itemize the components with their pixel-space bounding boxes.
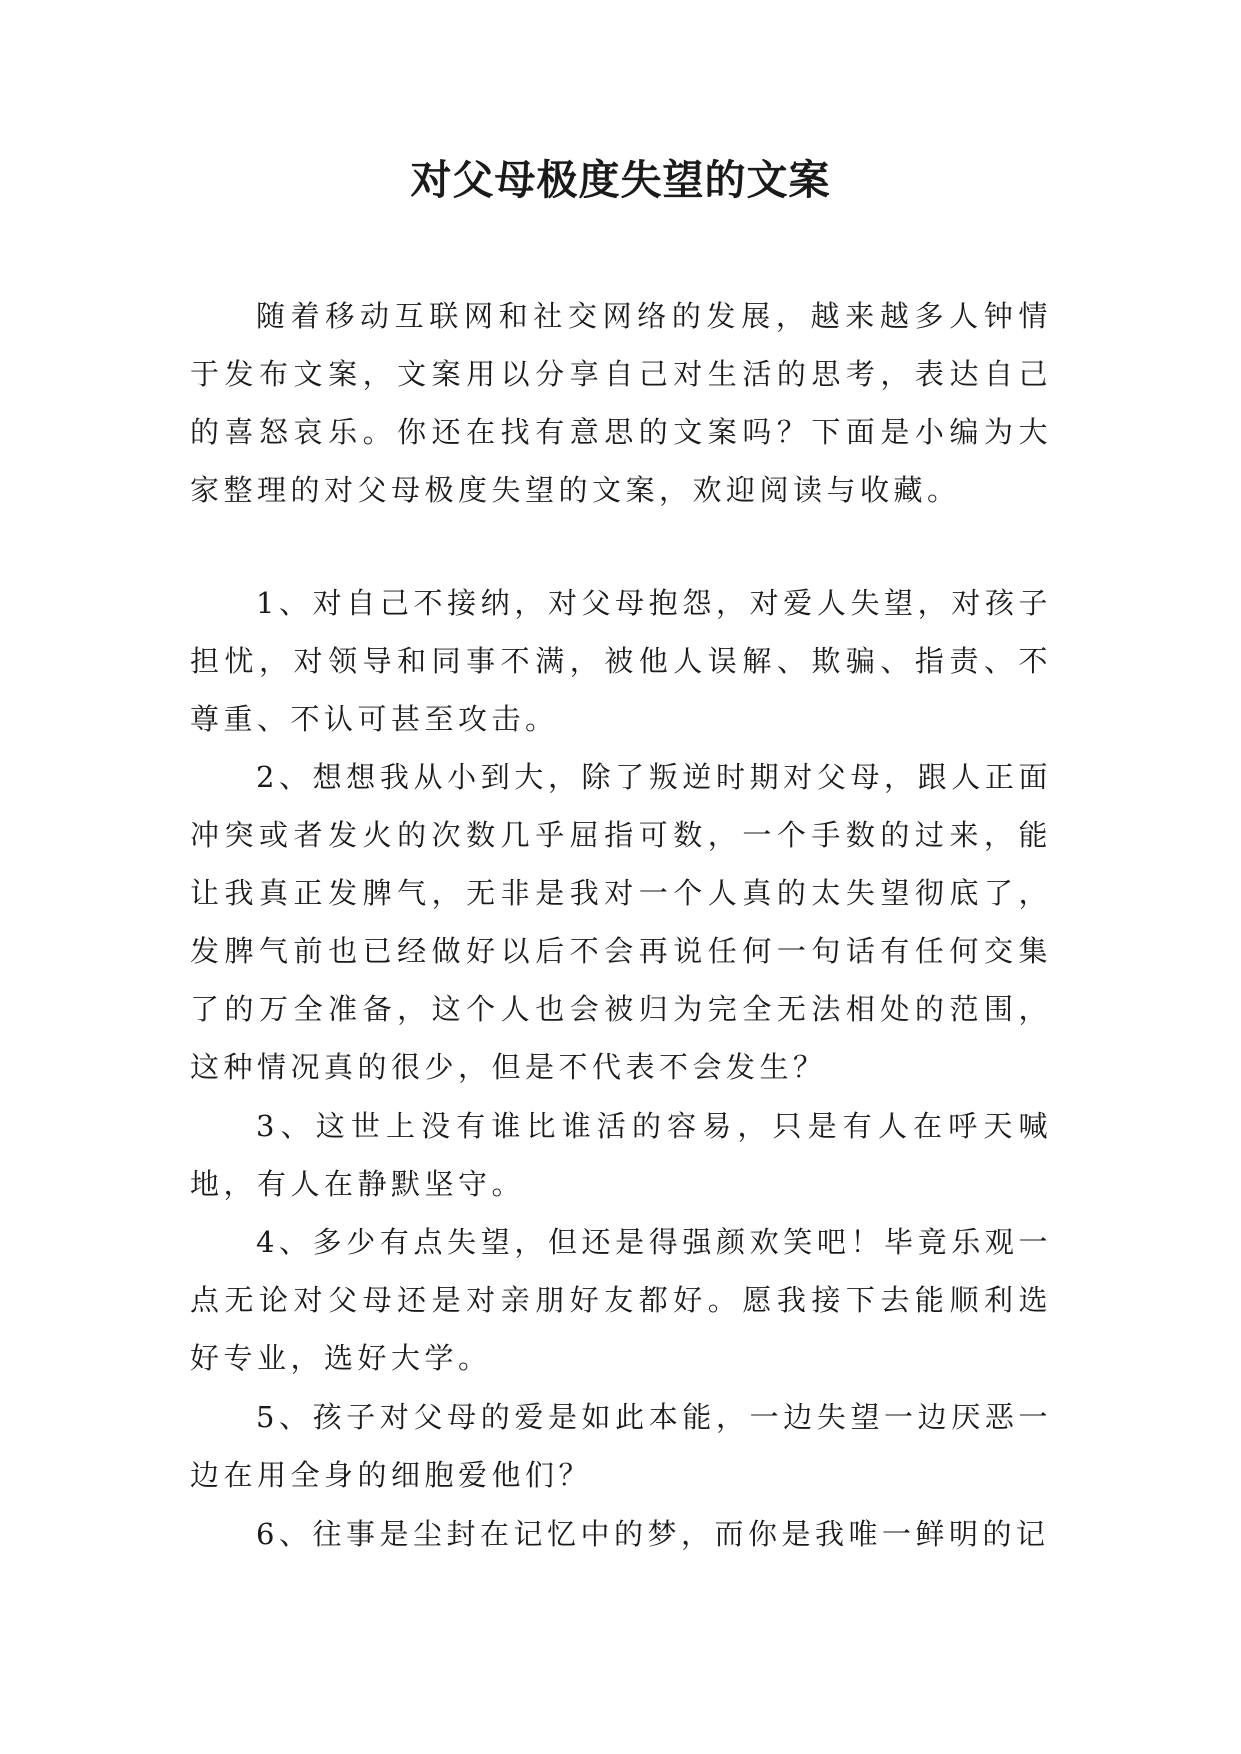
list-item: 4、多少有点失望，但还是得强颜欢笑吧！毕竟乐观一点无论对父母还是对亲朋好友都好。愿我接下去能顺利选好专业，选好大学。 (190, 1225, 1052, 1375)
list-item: 1、对自己不接纳，对父母抱怨，对爱人失望，对孩子担忧，对领导和同事不满，被他人误解、欺骗、指责、不尊重、不认可甚至攻击。 (190, 586, 1052, 736)
list-item: 5、孩子对父母的爱是如此本能，一边失望一边厌恶一边在用全身的细胞爱他们？ (190, 1400, 1052, 1492)
list-item: 3、这世上没有谁比谁活的容易，只是有人在呼天喊地，有人在静默坚守。 (190, 1109, 1052, 1201)
list-item: 6、往事是尘封在记忆中的梦，而你是我唯一鲜明的记 (256, 1517, 1050, 1551)
document-title: 对父母极度失望的文案 (410, 156, 831, 204)
intro-paragraph: 随着移动互联网和社交网络的发展，越来越多人钟情于发布文案，文案用以分享自己对生活的思考，表达自己的喜怒哀乐。你还在找有意思的文案吗？下面是小编为大家整理的对父母极度失望的文案，欢迎阅读与收藏。 (190, 299, 1052, 507)
list-item: 2、想想我从小到大，除了叛逆时期对父母，跟人正面冲突或者发火的次数几乎屈指可数，一个手数的过来，能让我真正发脾气，无非是我对一个人真的太失望彻底了，发脾气前也已经做好以后不会再说任何一句话有任何交集了的万全准备，这个人也会被归为完全无法相处的范围，这种情况真的很少，但是不代表不会发生？ (190, 760, 1052, 1084)
